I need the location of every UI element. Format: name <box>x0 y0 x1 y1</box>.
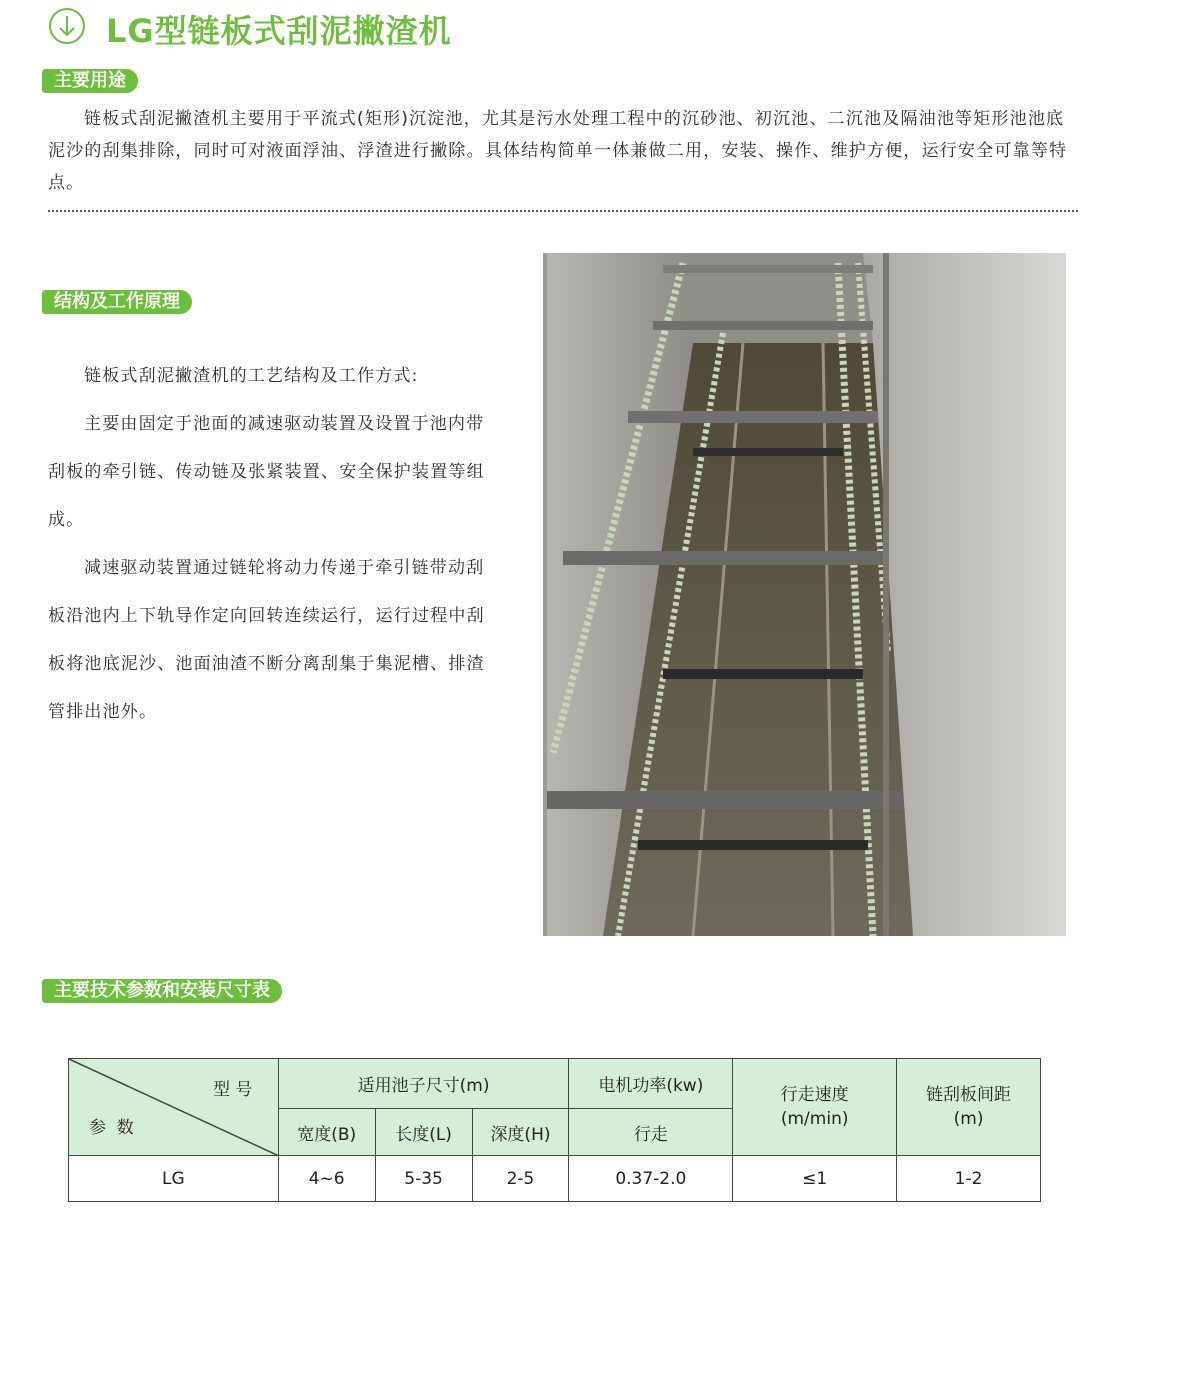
scraper-installation-photo <box>543 253 1066 936</box>
cell-spacing: 1-2 <box>897 1156 1041 1202</box>
cell-width: 4~6 <box>278 1156 375 1202</box>
table-row <box>69 1156 1041 1202</box>
page-title: LG型链板式刮泥撇渣机 <box>106 12 452 50</box>
dotted-divider <box>48 210 1078 212</box>
motor-power-header: 电机功率(kw) <box>569 1059 733 1109</box>
usage-paragraph: 链板式刮泥撇渣机主要用于平流式(矩形)沉淀池，尤其是污水处理工程中的沉砂池、初沉池、二沉池及隔油池等矩形池池底泥沙的刮集排除，同时可对液面浮油、浮渣进行撇除。具体结构简单一体兼做二用，安装、操作、维护方便，运行安全可靠等特点。 <box>48 109 1068 193</box>
down-arrow-circle-icon <box>49 8 85 44</box>
cell-depth: 2-5 <box>472 1156 569 1202</box>
corner-params-label: 参 数 <box>89 1118 134 1138</box>
diagonal-line <box>69 1059 279 1156</box>
corner-model-label: 型 号 <box>213 1080 253 1100</box>
principle-paragraph-1: 链板式刮泥撇渣机的工艺结构及工作方式: <box>84 366 419 386</box>
section-tag-params: 主要技术参数和安装尺寸表 <box>42 979 282 1003</box>
cell-length: 5-35 <box>375 1156 472 1202</box>
cell-model: LG <box>69 1156 279 1202</box>
pool-size-header: 适用池子尺寸(m) <box>278 1059 569 1109</box>
depth-header: 深度(H) <box>472 1109 569 1156</box>
width-header: 宽度(B) <box>278 1109 375 1156</box>
principle-paragraph-3: 减速驱动装置通过链轮将动力传递于牵引链带动刮板沿池内上下轨导作定向回转连续运行，运行过程中刮板将池底泥沙、池面油渣不断分离刮集于集泥槽、排渣管排出池外。 <box>48 558 485 722</box>
corner-header-cell <box>69 1059 279 1156</box>
travel-header: 行走 <box>569 1109 733 1156</box>
spacing-header: 链刮板间距 (m) <box>897 1059 1041 1156</box>
section-tag-principle: 结构及工作原理 <box>42 290 192 314</box>
spec-table <box>68 1058 1041 1202</box>
section-tag-usage: 主要用途 <box>42 69 138 93</box>
cell-speed: ≤1 <box>733 1156 897 1202</box>
length-header: 长度(L) <box>375 1109 472 1156</box>
cell-power: 0.37-2.0 <box>569 1156 733 1202</box>
principle-paragraph-2: 主要由固定于池面的减速驱动装置及设置于池内带刮板的牵引链、传动链及张紧装置、安全保护装置等组成。 <box>48 414 485 530</box>
speed-header: 行走速度 (m/min) <box>733 1059 897 1156</box>
